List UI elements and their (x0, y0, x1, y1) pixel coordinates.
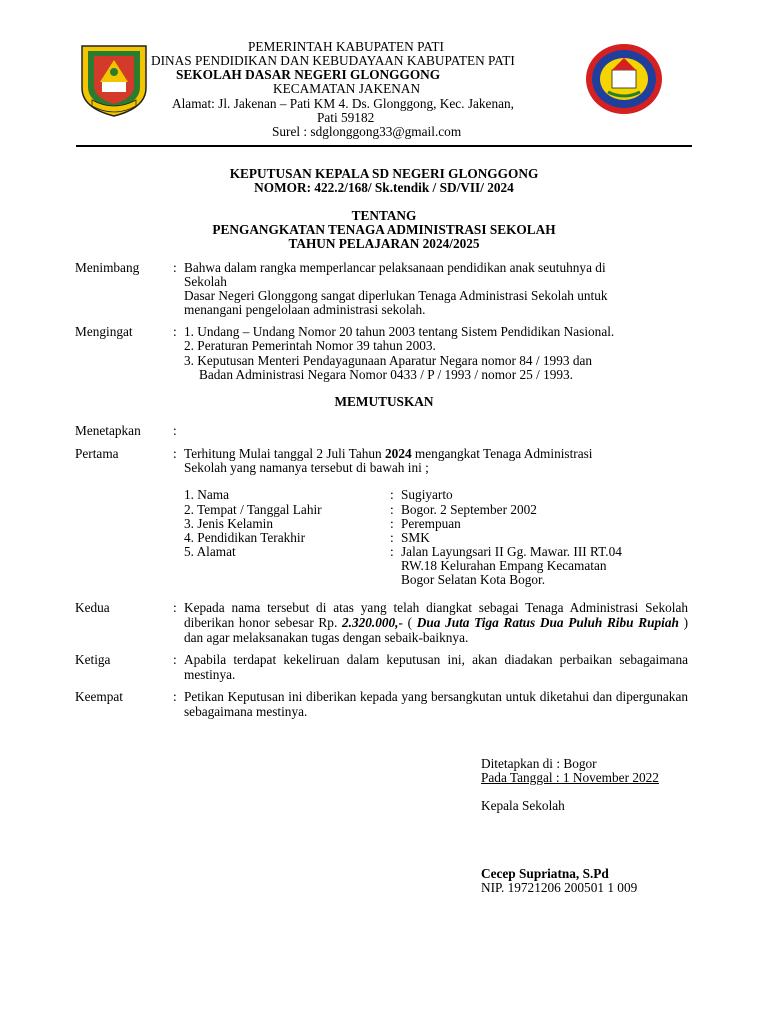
signature-name: Cecep Supriatna, S.Pd (481, 866, 609, 881)
kedua-label: Kedua (75, 600, 110, 615)
kedua-text2: ( (402, 615, 417, 630)
mengingat-item2: 2. Peraturan Pemerintah Nomor 39 tahun 2003. (184, 338, 436, 353)
detail-ttl-colon: : (390, 502, 394, 517)
pertama-colon: : (173, 446, 177, 461)
mengingat-item3-cont: Badan Administrasi Negara Nomor 0433 / P / 1993 / nomor 25 / 1993. (199, 367, 574, 382)
menetapkan-colon: : (173, 423, 177, 438)
subject-line2: TAHUN PELAJARAN 2024/2025 (288, 236, 480, 251)
detail-ttl-label: 2. Tempat / Tanggal Lahir (184, 502, 322, 517)
letterhead-district: KECAMATAN JAKENAN (273, 81, 421, 96)
keempat-text: Petikan Keputusan ini diberikan kepada yang bersangkutan untuk diketahui dan dipergunakan sebagaimana mestinya. (184, 689, 688, 719)
signature-position: Kepala Sekolah (481, 798, 565, 813)
kedua-text3: ) dan agar melaksanakan tugas dengan sebaik-baiknya. (184, 615, 689, 645)
decree-title: KEPUTUSAN KEPALA SD NEGERI GLONGGONG (229, 166, 539, 181)
memutuskan-heading: MEMUTUSKAN (334, 394, 434, 409)
pertama-year: 2024 (385, 446, 412, 461)
letterhead-divider (76, 145, 692, 147)
detail-address-colon: : (390, 544, 394, 559)
menimbang-label: Menimbang (75, 260, 140, 275)
menimbang-line1: Bahwa dalam rangka memperlancar pelaksanaan pendidikan anak seutuhnya di (184, 260, 606, 275)
letterhead-address1: Alamat: Jl. Jakenan – Pati KM 4. Ds. Glonggong, Kec. Jakenan, (172, 96, 514, 111)
sd-glonggong-logo (584, 42, 664, 116)
ketiga-label: Ketiga (75, 652, 111, 667)
kedua-colon: : (173, 600, 177, 615)
signature-nip: NIP. 19721206 200501 1 009 (481, 880, 638, 895)
detail-gender-label: 3. Jenis Kelamin (184, 516, 274, 531)
detail-education-label: 4. Pendidikan Terakhir (184, 530, 306, 545)
school-name: SEKOLAH DASAR NEGERI GLONGGONG (176, 67, 441, 82)
decree-number: NOMOR: 422.2/168/ Sk.tendik / SD/VII/ 2024 (254, 180, 514, 195)
letterhead-line2: DINAS PENDIDIKAN DAN KEBUDAYAAN KABUPATEN PATI (151, 53, 515, 68)
detail-nama-value: Sugiyarto (401, 487, 453, 502)
kedua-amount: 2.320.000,- (341, 615, 403, 630)
menetapkan-label: Menetapkan (75, 423, 141, 438)
mengingat-colon: : (173, 324, 177, 339)
menimbang-line3: Dasar Negeri Glonggong sangat diperlukan Tenaga Administrasi Sekolah untuk (184, 288, 608, 303)
letterhead-email: Surel : sdglonggong33@gmail.com (272, 124, 462, 139)
mengingat-item3: 3. Keputusan Menteri Pendayagunaan Aparatur Negara nomor 84 / 1993 dan (184, 353, 593, 368)
detail-education-colon: : (390, 530, 394, 545)
pertama-line1 (184, 447, 593, 461)
detail-address-line3: Bogor Selatan Kota Bogor. (401, 572, 546, 587)
kedua-amount-words: Dua Juta Tiga Ratus Dua Puluh Ribu Rupiah (416, 615, 679, 630)
keempat-colon: : (173, 689, 177, 704)
detail-ttl-value: Bogor. 2 September 2002 (401, 502, 537, 517)
detail-nama-colon: : (390, 487, 394, 502)
mengingat-item1: 1. Undang – Undang Nomor 20 tahun 2003 tentang Sistem Pendidikan Nasional. (184, 324, 615, 339)
ketiga-colon: : (173, 652, 177, 667)
ketiga-text: Apabila terdapat kekeliruan dalam keputusan ini, akan diadakan perbaikan sebagaimana mestinya. (184, 652, 688, 682)
signature-place: Ditetapkan di : Bogor (481, 756, 597, 771)
pertama-label: Pertama (75, 446, 119, 461)
subject-line1: PENGANGKATAN TENAGA ADMINISTRASI SEKOLAH (212, 222, 556, 237)
detail-nama-label: 1. Nama (184, 487, 230, 502)
letterhead-address2: Pati 59182 (317, 110, 375, 125)
menimbang-line4: menangani pengelolaan administrasi sekolah. (184, 302, 426, 317)
letterhead-line1: PEMERINTAH KABUPATEN PATI (248, 39, 444, 54)
about-heading: TENTANG (351, 208, 417, 223)
detail-education-value: SMK (401, 530, 430, 545)
menimbang-line2: Sekolah (184, 274, 227, 289)
detail-address-value: Jalan Layungsari II Gg. Mawar. III RT.04 (401, 544, 622, 559)
mengingat-label: Mengingat (75, 324, 133, 339)
detail-address-label: 5. Alamat (184, 544, 236, 559)
pertama-text-pre: Terhitung Mulai tanggal 2 Juli Tahun (184, 446, 386, 461)
kedua-text (184, 600, 688, 645)
detail-gender-value: Perempuan (401, 516, 461, 531)
pertama-text-post: mengangkat Tenaga Administrasi (411, 446, 593, 461)
menimbang-colon: : (173, 260, 177, 275)
keempat-label: Keempat (75, 689, 123, 704)
kabupaten-pati-logo (78, 42, 150, 118)
signature-date: Pada Tanggal : 1 November 2022 (481, 770, 659, 785)
detail-gender-colon: : (390, 516, 394, 531)
detail-address-line2: RW.18 Kelurahan Empang Kecamatan (401, 558, 607, 573)
pertama-line2: Sekolah yang namanya tersebut di bawah ini ; (184, 460, 429, 475)
kedua-text1: Kepada nama tersebut di atas yang telah diangkat sebagai Tenaga Administrasi Sekolah diberikan honor sebesar Rp. (184, 600, 688, 630)
